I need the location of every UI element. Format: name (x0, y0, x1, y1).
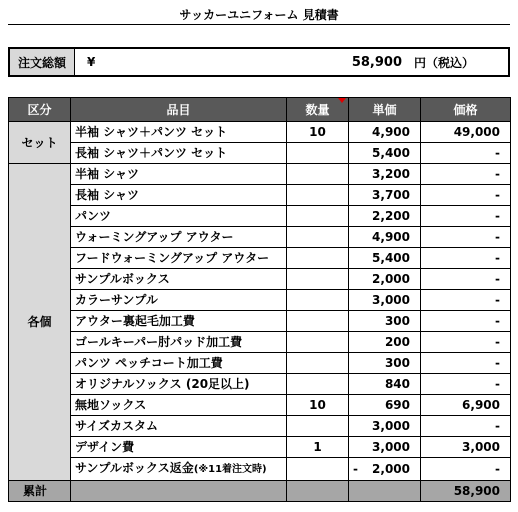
unit-price-cell: 840 (349, 374, 421, 395)
qty-cell[interactable] (287, 227, 349, 248)
item-name: デザイン費 (71, 437, 287, 458)
order-total-box (8, 47, 510, 77)
item-name: オリジナルソックス (20足以上) (71, 374, 287, 395)
item-name: カラーサンプル (71, 290, 287, 311)
unit-price-cell: 2,000 (349, 269, 421, 290)
price-cell: - (421, 458, 511, 481)
category-set: セット (9, 122, 71, 164)
table-row (9, 374, 511, 395)
summary-total: 58,900 (421, 481, 511, 502)
qty-cell[interactable] (287, 164, 349, 185)
summary-label: 累計 (9, 481, 71, 502)
table-row (9, 206, 511, 227)
summary-empty (349, 481, 421, 502)
unit-price-cell: 5,400 (349, 248, 421, 269)
price-cell: - (421, 269, 511, 290)
unit-price-cell: 2,200 (349, 206, 421, 227)
estimate-table (8, 97, 511, 502)
price-cell: - (421, 332, 511, 353)
qty-cell[interactable]: 1 (287, 437, 349, 458)
price-cell: - (421, 227, 511, 248)
item-name: ウォーミングアップ アウター (71, 227, 287, 248)
unit-price-cell: 5,400 (349, 143, 421, 164)
header-qty: 数量 (287, 98, 349, 122)
qty-cell[interactable] (287, 332, 349, 353)
qty-cell[interactable] (287, 269, 349, 290)
order-total-amount[interactable]: 58,900 (351, 54, 402, 70)
item-name: ゴールキーパー肘パッド加工費 (71, 332, 287, 353)
item-name-text: サンプルボックス返金 (75, 461, 194, 475)
table-row (9, 164, 511, 185)
item-name: パンツ (71, 206, 287, 227)
price-cell: 6,900 (421, 395, 511, 416)
header-unit-price: 単価 (349, 98, 421, 122)
item-name: 長袖 シャツ＋パンツ セット (71, 143, 287, 164)
category-each: 各個 (9, 164, 71, 481)
item-name: パンツ ペッチコート加工費 (71, 353, 287, 374)
price-cell: - (421, 185, 511, 206)
qty-cell[interactable] (287, 248, 349, 269)
unit-price-cell: 3,000 (349, 290, 421, 311)
qty-cell[interactable]: 10 (287, 122, 349, 143)
unit-price-cell: 200 (349, 332, 421, 353)
qty-cell[interactable] (287, 206, 349, 227)
price-cell: - (421, 374, 511, 395)
table-row (9, 227, 511, 248)
table-row (9, 269, 511, 290)
header-price: 価格 (421, 98, 511, 122)
title-underline (8, 24, 510, 25)
price-cell: - (421, 143, 511, 164)
item-name: 半袖 シャツ (71, 164, 287, 185)
summary-row (9, 481, 511, 502)
table-row (9, 122, 511, 143)
unit-price-value: 2,000 (372, 462, 410, 476)
qty-cell[interactable] (287, 374, 349, 395)
unit-price-cell: 4,900 (349, 227, 421, 248)
unit-price-cell: 690 (349, 395, 421, 416)
table-row (9, 332, 511, 353)
item-name (71, 458, 287, 481)
order-total-unit: 円（税込） (414, 55, 475, 70)
table-row (9, 437, 511, 458)
price-cell: - (421, 353, 511, 374)
unit-price-cell: 3,700 (349, 185, 421, 206)
table-row (9, 395, 511, 416)
table-row (9, 311, 511, 332)
qty-cell[interactable] (287, 290, 349, 311)
qty-cell[interactable] (287, 458, 349, 481)
price-cell: - (421, 206, 511, 227)
page-title: サッカーユニフォーム 見積書 (179, 8, 339, 22)
unit-price-cell (349, 458, 421, 481)
price-cell: - (421, 290, 511, 311)
unit-price-cell: 3,000 (349, 416, 421, 437)
price-cell: 49,000 (421, 122, 511, 143)
summary-empty (287, 481, 349, 502)
item-name: 無地ソックス (71, 395, 287, 416)
price-cell: - (421, 164, 511, 185)
qty-cell[interactable] (287, 416, 349, 437)
item-name: サンプルボックス (71, 269, 287, 290)
negative-sign: - (353, 462, 358, 476)
comment-indicator[interactable] (338, 98, 346, 103)
qty-cell[interactable] (287, 185, 349, 206)
price-cell: - (421, 248, 511, 269)
item-name: サイズカスタム (71, 416, 287, 437)
yen-sign: ¥ (87, 55, 96, 69)
price-cell: - (421, 416, 511, 437)
unit-price-cell: 4,900 (349, 122, 421, 143)
qty-cell[interactable]: 10 (287, 395, 349, 416)
summary-empty (71, 481, 287, 502)
unit-price-cell: 300 (349, 311, 421, 332)
header-row (9, 98, 511, 122)
table-row (9, 458, 511, 481)
table-row (9, 353, 511, 374)
item-name: 半袖 シャツ＋パンツ セット (71, 122, 287, 143)
item-name: アウター裏起毛加工費 (71, 311, 287, 332)
unit-price-cell: 300 (349, 353, 421, 374)
item-name: フードウォーミングアップ アウター (71, 248, 287, 269)
table-row (9, 185, 511, 206)
header-category: 区分 (9, 98, 71, 122)
order-total-label: 注文総額 (10, 49, 75, 75)
unit-price-cell: 3,200 (349, 164, 421, 185)
price-cell: - (421, 311, 511, 332)
item-name: 長袖 シャツ (71, 185, 287, 206)
header-item: 品目 (71, 98, 287, 122)
qty-cell[interactable] (287, 353, 349, 374)
item-name-note: (※11着注文時) (193, 464, 267, 475)
table-row (9, 290, 511, 311)
unit-price-cell: 3,000 (349, 437, 421, 458)
qty-cell[interactable] (287, 311, 349, 332)
price-cell: 3,000 (421, 437, 511, 458)
table-row (9, 248, 511, 269)
table-row (9, 143, 511, 164)
qty-cell[interactable] (287, 143, 349, 164)
table-row (9, 416, 511, 437)
